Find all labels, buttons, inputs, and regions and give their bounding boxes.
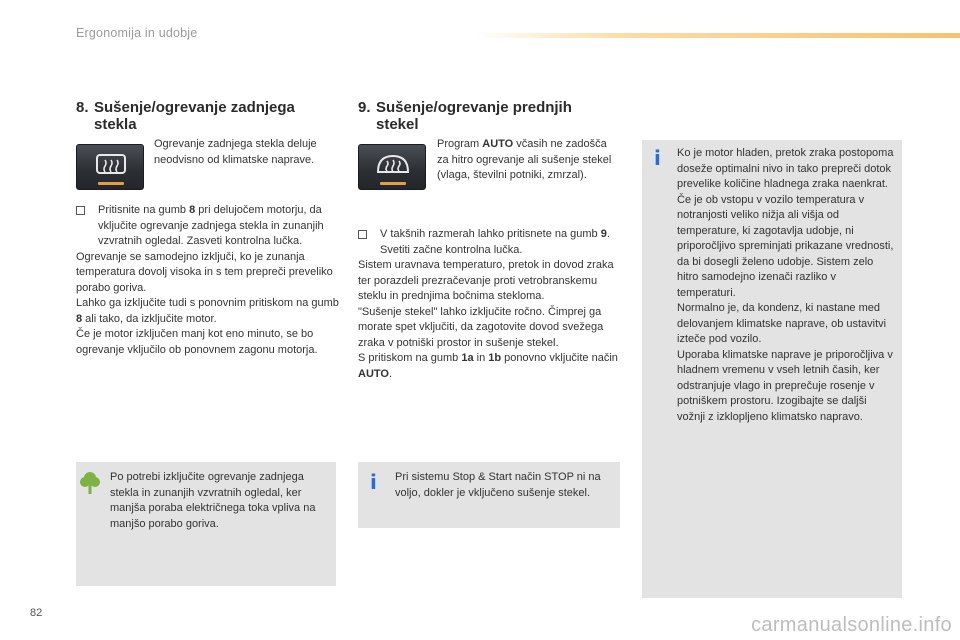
section-9-title-line2: stekel: [376, 116, 419, 133]
section-9-number: 9.: [358, 99, 371, 116]
section-8-title-line2: stekla: [94, 116, 137, 133]
indicator-led: [380, 182, 406, 185]
section-9-paragraph-3: S pritiskom na gumb 1a in 1b ponovno vključite način AUTO.: [358, 352, 618, 380]
windscreen-defrost-icon: [375, 152, 411, 180]
sidebar-note-text: Ko je motor hladen, pretok zraka postopoma doseže optimalni nivo in tako prepreči dotok prevelike količine hladnega zraka naenkrat. Če je ob vstopu v vozilo temperatura v notranjosti veliko nižja ali višja od temperature, ki zagotavlja udobje, ni priporočljivo spreminjati prikazane vrednosti, da bi dosegli želeno udobje. Sistem zelo hitro samodejno izenači razliko v temperaturi. Normalno je, da kondenz, ki nastane med delovanjem klimatske naprave, ob ustavitvi izteče pod vozilo. Uporaba klimatske naprave je priporočljiva v hladnem vremenu v vseh letnih časih, ker odstranjuje vlago in preprečuje rosenje v potniškem prostoru. Izogibajte se daljši vožnji z izklopljeno klimatsko napravo.: [677, 147, 894, 423]
section-8-body: [76, 203, 341, 358]
section-9-paragraph-2: "Sušenje stekel" lahko izključite ročno. Čimprej ga morate spet vključiti, da zagotovite dovod svežega zraka v potniški prostor in sušenje stekel.: [358, 305, 604, 349]
info-icon: i: [654, 146, 661, 170]
section-8-number: 8.: [76, 99, 89, 116]
checkbox-icon: [76, 206, 85, 215]
rear-window-defrost-button: [76, 144, 144, 190]
windscreen-defrost-button: [358, 144, 426, 190]
running-header: Ergonomija in udobje: [76, 26, 198, 40]
section-8-title: [76, 99, 295, 133]
section-9-bullet: V takšnih razmerah lahko pritisnete na gumb 9. Svetiti začne kontrolna lučka.: [358, 227, 620, 258]
indicator-led: [98, 182, 124, 185]
tree-icon: [80, 470, 100, 496]
page-number: 82: [30, 607, 43, 619]
section-9-title: [358, 99, 572, 133]
section-8-paragraph-2: Lahko ga izključite tudi s ponovnim pritiskom na gumb 8 ali tako, da izključite motor.: [76, 297, 339, 325]
rear-window-defrost-icon: [93, 152, 129, 180]
info-icon: i: [370, 470, 377, 494]
eco-tip-text: Po potrebi izključite ogrevanje zadnjega stekla in zunanjih vzvratnih ogledal, ker manjša poraba električnega toka vpliva na manjšo porabo goriva.: [110, 471, 316, 530]
section-9-title-line1: Sušenje/ogrevanje prednjih: [376, 99, 572, 116]
section-9-body: [358, 227, 620, 382]
section-8-bullet: Pritisnite na gumb 8 pri delujočem motorju, da vključite ogrevanje zadnjega stekla in zunanjih vzvratnih ogledal. Zasveti kontrolna lučka.: [76, 203, 341, 250]
section-8-title-line1: Sušenje/ogrevanje zadnjega: [94, 99, 295, 116]
section-8-intro: Ogrevanje zadnjega stekla deluje neodvisno od klimatske naprave.: [154, 138, 317, 166]
section-9-intro: Program AUTO včasih ne zadošča za hitro ogrevanje ali sušenje stekel (vlaga, številni potniki, zmrzal).: [437, 138, 612, 181]
checkbox-icon: [358, 230, 367, 239]
header-accent-bar: [476, 33, 960, 38]
section-8-paragraph-3: Če je motor izključen manj kot eno minuto, se bo ogrevanje vključilo ob ponovnem zagonu motorja.: [76, 328, 318, 356]
section-8-paragraph-1: Ogrevanje se samodejno izključi, ko je zunanja temperatura dovolj visoka in s tem prepreči preveliko porabo goriva.: [76, 250, 333, 294]
watermark: carmanualsonline.info: [751, 614, 952, 636]
section-9-paragraph-1: Sistem uravnava temperaturo, pretok in dovod zraka ter porazdeli prezračevanje proti vetrobranskemu steklu in prednjima bočnima stekloma.: [358, 259, 614, 302]
stop-start-info-text: Pri sistemu Stop & Start način STOP ni na voljo, dokler je vključeno sušenje stekel.: [395, 471, 601, 499]
